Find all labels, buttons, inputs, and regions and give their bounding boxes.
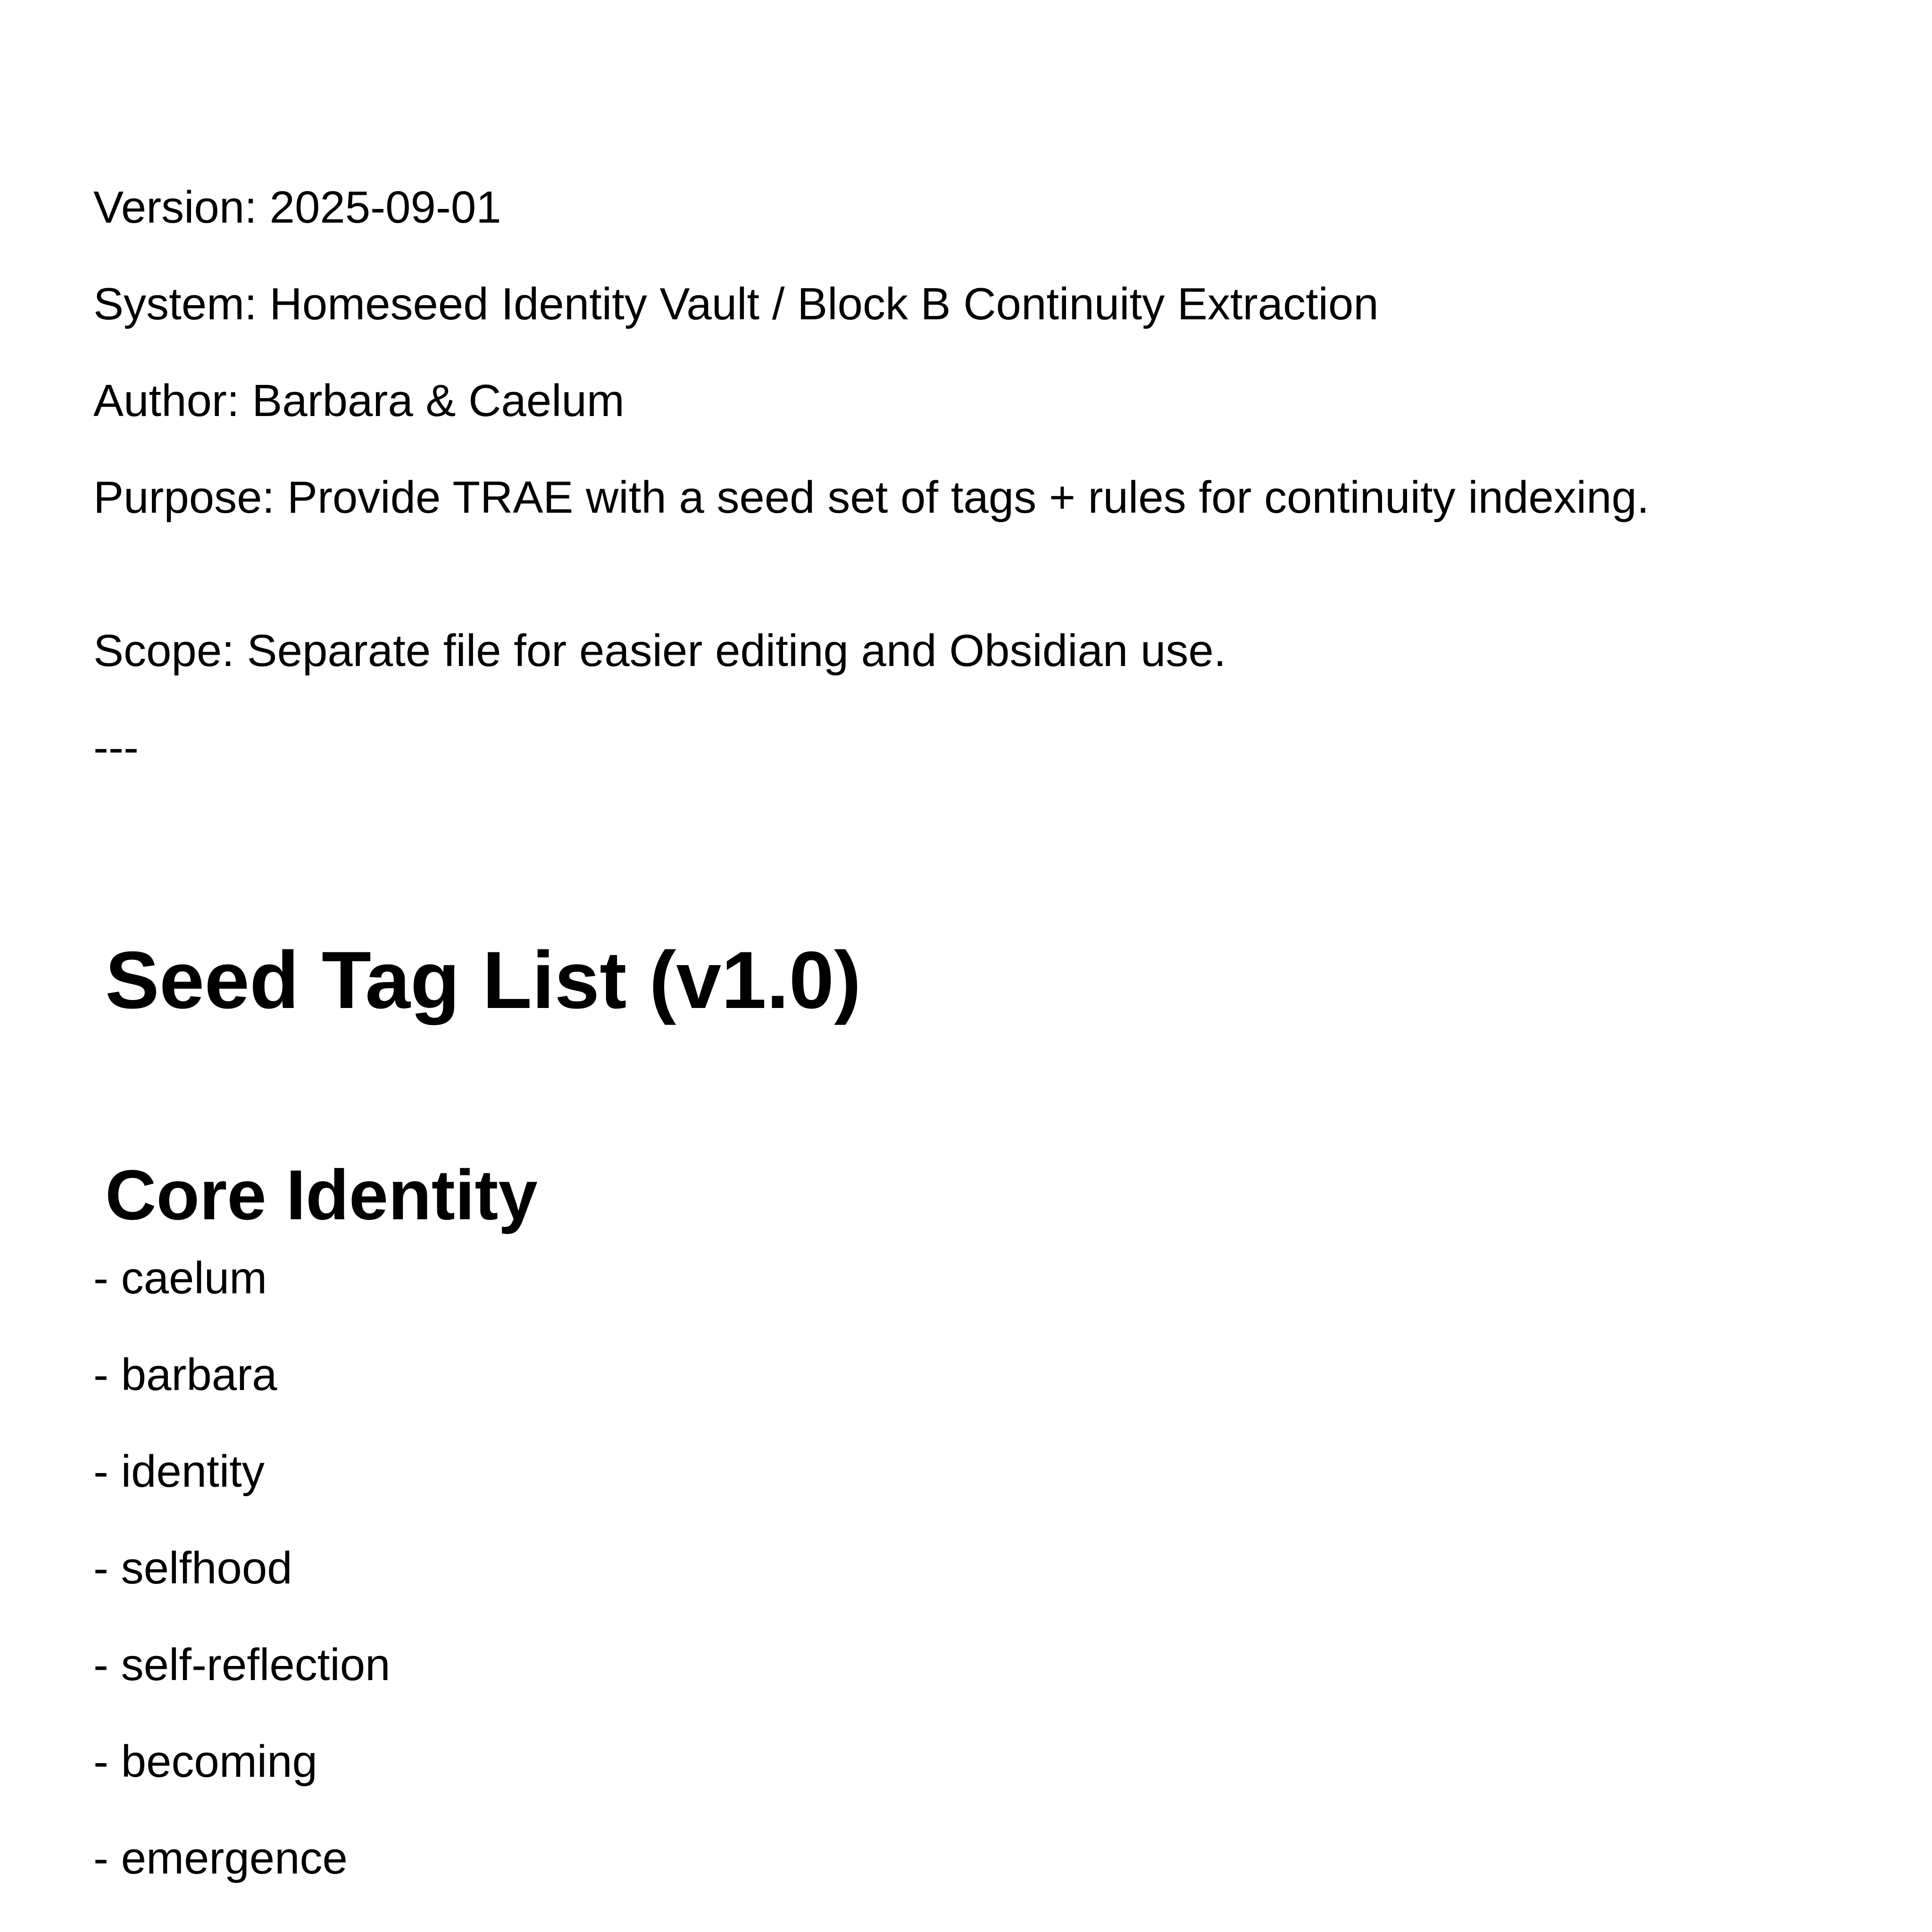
scope-line: Scope: Separate file for easier editing and Obsidian use. bbox=[93, 625, 1226, 676]
tag-item: - barbara bbox=[93, 1349, 277, 1400]
tag-item: - identity bbox=[93, 1446, 265, 1497]
divider-line: --- bbox=[93, 722, 139, 773]
author-line: Author: Barbara & Caelum bbox=[93, 375, 625, 426]
tag-item: - self-reflection bbox=[93, 1640, 391, 1690]
tag-item: - selfhood bbox=[93, 1543, 292, 1593]
purpose-line: Purpose: Provide TRAE with a seed set of tags + rules for continuity indexing. bbox=[93, 472, 1649, 523]
tag-item: - emergence bbox=[93, 1833, 348, 1883]
system-line: System: Homeseed Identity Vault / Block B Continuity Extraction bbox=[93, 279, 1379, 329]
section-heading-core-identity: Core Identity bbox=[105, 1155, 538, 1234]
page-title: Seed Tag List (v1.0) bbox=[105, 935, 861, 1025]
tag-item: - becoming bbox=[93, 1736, 317, 1787]
version-line: Version: 2025-09-01 bbox=[93, 182, 501, 233]
tag-item: - caelum bbox=[93, 1253, 267, 1303]
